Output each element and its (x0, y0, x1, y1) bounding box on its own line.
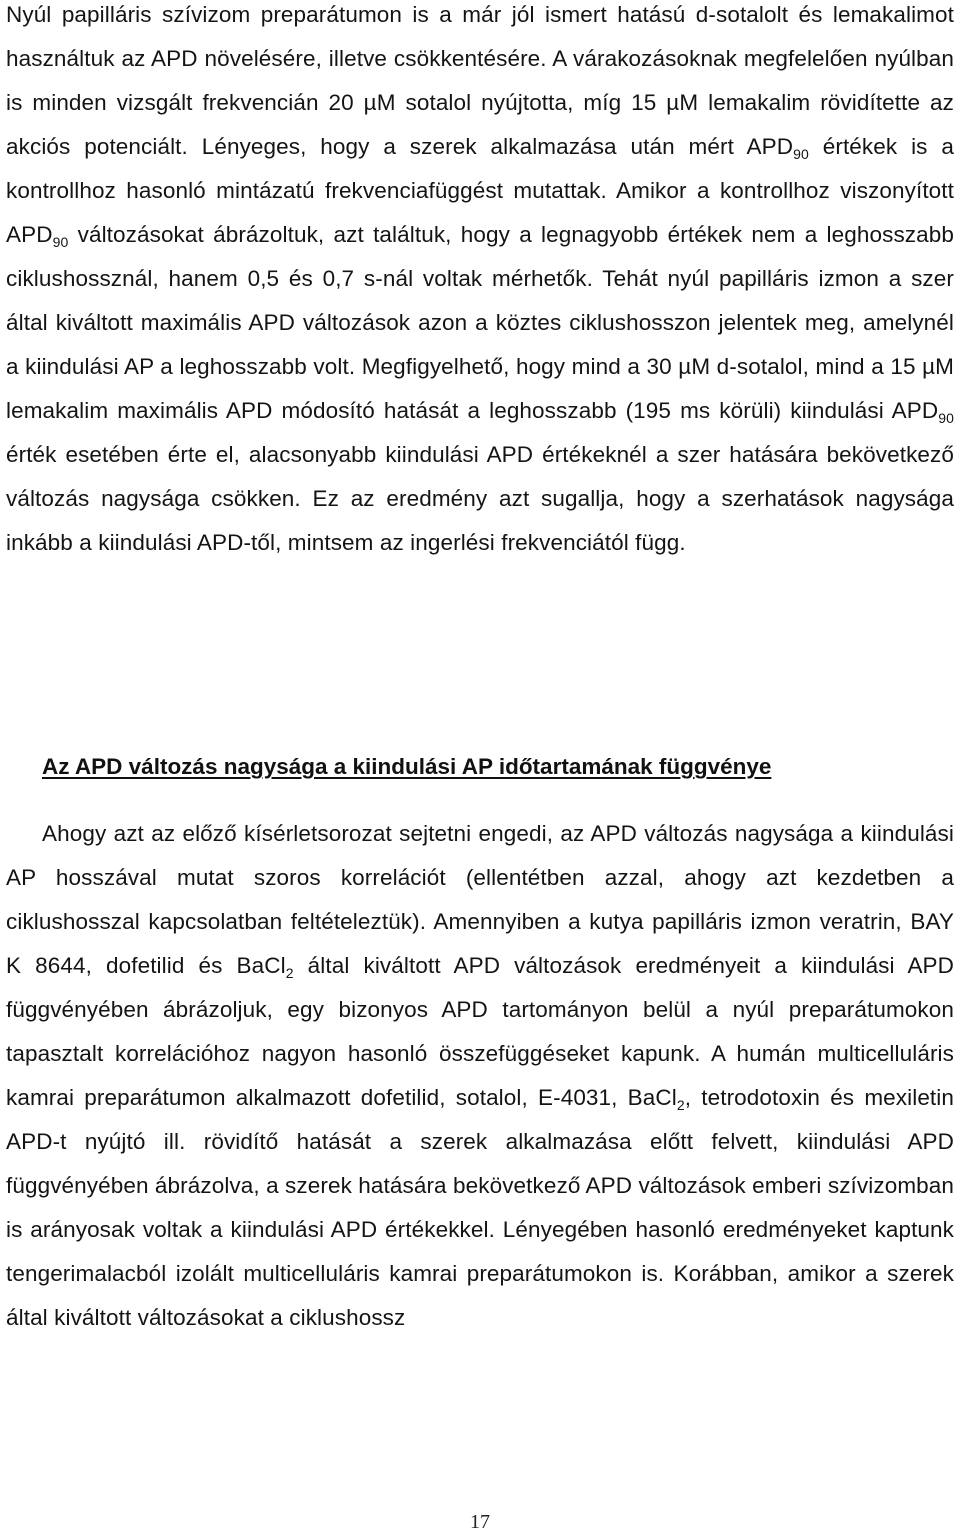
text-run: Ahogy azt az előző kísérletsorozat sejtetni engedi, az APD változás nagysága a kiindulási AP hosszával mutat szoros korrelációt (ellentétben azzal, ahogy azt kezdetben a ciklushosszal kapcsolatban feltételeztük). Amennyiben a kutya papilláris izmon veratrin, BAY K 8644, dofetilid és BaCl (6, 821, 954, 978)
body-paragraph-2 (6, 812, 954, 1340)
text-run: Nyúl papilláris szívizom preparátumon is a már jól ismert hatású d-sotalolt és lemakalimot használtuk az APD növelésére, illetve csökkentésére. A várakozásoknak megfelelően nyúlban is minden vizsgált frekvencián 20 µM sotalol nyújtotta, míg 15 µM lemakalim rövidítette az akciós potenciált. Lényeges, hogy a szerek alkalmazása után mért APD (6, 2, 954, 159)
subscript: 90 (938, 410, 954, 426)
subscript: 90 (52, 234, 69, 250)
subscript: 90 (793, 146, 809, 162)
text-run: értékek is a kontrollhoz hasonló mintázatú frekvenciafüggést mutattak. Amikor a kontrollhoz viszonyított APD (6, 134, 954, 247)
page-number: 17 (470, 1511, 490, 1533)
text-run: változásokat ábrázoltuk, azt találtuk, hogy a legnagyobb értékek nem a leghosszabb ciklushossznál, hanem 0,5 és 0,7 s-nál voltak mérhetők. Tehát nyúl papilláris izmon a szer által kiváltott maximális APD változások azon a köztes ciklushosszon jelentek meg, amelynél a kiindulási AP a leghosszabb volt. Megfigyelhető, hogy mind a 30 µM d-sotalol, mind a 15 µM lemakalim maximális APD módosító hatását a leghosszabb (195 ms körüli) kiindulási APD (6, 222, 954, 423)
body-paragraph-1 (6, 0, 954, 565)
section-heading: Az APD változás nagysága a kiindulási AP időtartamának függvénye (42, 754, 772, 779)
text-run: , tetrodotoxin és mexiletin APD-t nyújtó ill. rövidítő hatását a szerek alkalmazása előtt felvett, kiindulási APD függvényében ábrázolva, a szerek hatására bekövetkező APD változások emberi szívizomban is arányosak voltak a kiindulási APD értékekkel. Lényegében hasonló eredményeket kaptunk tengerimalacból izolált multicelluláris kamrai preparátumokon is. Korábban, amikor a szerek által kiváltott változásokat a ciklushossz (6, 1085, 954, 1330)
text-run: által kiváltott APD változások eredményeit a kiindulási APD függvényében ábrázoljuk, egy bizonyos APD tartományon belül a nyúl preparátumokon tapasztalt korrelációhoz nagyon hasonló összefüggéseket kapunk. A humán multicelluláris kamrai preparátumon alkalmazott dofetilid, sotalol, E-4031, BaCl (6, 953, 955, 1110)
subscript: 2 (676, 1097, 685, 1113)
text-run: érték esetében érte el, alacsonyabb kiindulási APD értékeknél a szer hatására bekövetkező változás nagysága csökken. Ez az eredmény azt sugallja, hogy a szerhatások nagysága inkább a kiindulási APD-től, mintsem az ingerlési frekvenciától függ. (6, 442, 954, 555)
subscript: 2 (285, 965, 294, 981)
